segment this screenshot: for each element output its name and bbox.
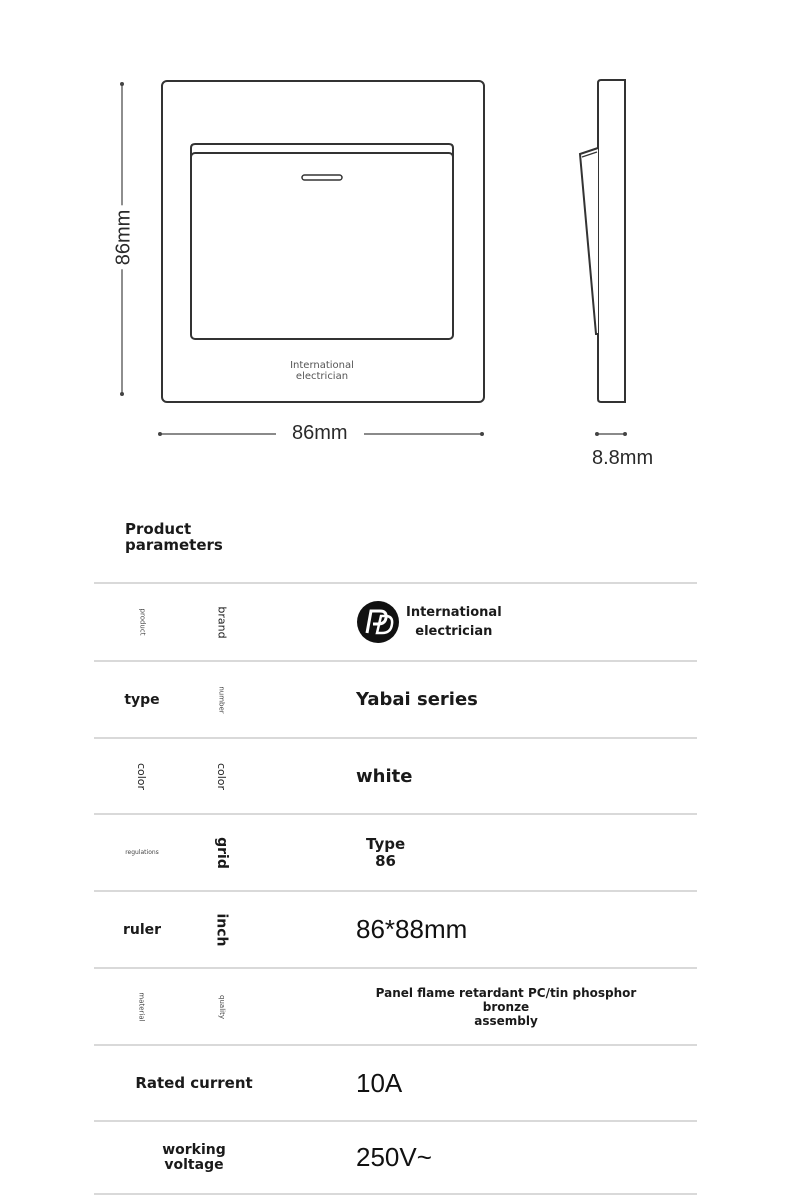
indicator-slot xyxy=(302,175,342,180)
param-row-rated-current xyxy=(94,1044,697,1120)
param-label-primary: ruler xyxy=(122,921,162,938)
grid-value: Type 86 xyxy=(366,834,406,870)
param-row-color xyxy=(94,737,697,813)
param-label-primary: Rated current xyxy=(135,1074,253,1092)
param-label-primary: material xyxy=(138,991,146,1022)
ruler-value: 86*88mm xyxy=(356,914,468,944)
params-title: Product parameters xyxy=(125,520,223,554)
param-label-secondary: color xyxy=(215,762,229,790)
rated-current-value: 10A xyxy=(356,1067,403,1098)
param-label-primary: working voltage xyxy=(162,1141,226,1173)
param-row-working-voltage xyxy=(94,1120,697,1195)
switch-dimension-drawing xyxy=(0,0,790,480)
height-dimension-label: 86mm xyxy=(112,206,135,270)
param-label-primary: product xyxy=(138,608,146,636)
param-label-primary: type xyxy=(124,691,160,708)
param-label-primary: color xyxy=(135,762,149,790)
param-row-type xyxy=(94,660,697,737)
type-value: Yabai series xyxy=(356,689,478,710)
param-label-secondary: grid xyxy=(214,836,230,869)
color-value: white xyxy=(356,765,413,787)
material-value: Panel flame retardant PC/tin phosphor bronze assembly xyxy=(375,985,637,1028)
brand-value: International electrician xyxy=(406,605,502,639)
panel-brand-text: International electrician xyxy=(290,360,354,382)
working-voltage-value: 250V~ xyxy=(356,1142,432,1172)
param-label-secondary: quality xyxy=(217,994,226,1019)
param-label-secondary: inch xyxy=(214,912,230,947)
side-view-outline xyxy=(598,80,625,402)
param-row-grid xyxy=(94,813,697,890)
width-dimension-label: 86mm xyxy=(276,422,364,445)
param-label-primary: regulations xyxy=(125,849,159,856)
param-row-brand xyxy=(94,582,697,660)
param-row-ruler xyxy=(94,890,697,967)
param-label-secondary: number xyxy=(217,685,226,714)
depth-dimension-label: 8.8mm xyxy=(592,447,654,469)
param-row-material xyxy=(94,967,697,1044)
pb-logo-icon xyxy=(356,600,400,644)
rocker-outline xyxy=(191,153,453,339)
param-label-secondary: brand xyxy=(215,605,229,639)
